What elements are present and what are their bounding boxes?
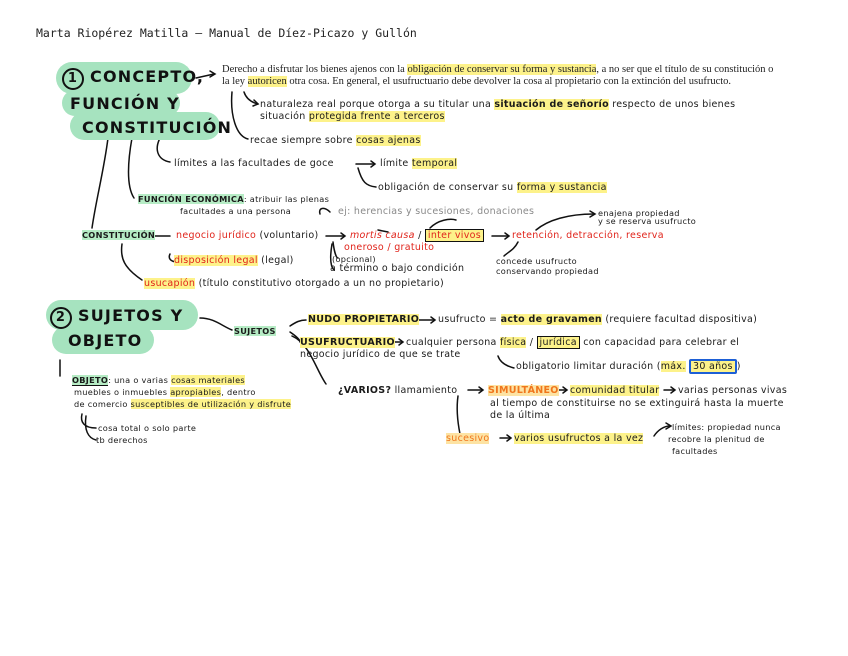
objeto-label: OBJETO bbox=[72, 375, 109, 385]
definition-line2: la ley autoricen otra cosa. En general, el usufructuario debe devolver la cosa al propietario con la extinción del usufructo. bbox=[222, 76, 732, 87]
limites-goce: límites a las facultades de goce bbox=[174, 158, 334, 169]
obligacion-conservar: obligación de conservar su forma y sustancia bbox=[378, 182, 607, 193]
varios-line2: al tiempo de constituirse no se extinguirá hasta la muerte bbox=[490, 398, 784, 409]
objeto-cosa-total: cosa total o solo parte bbox=[98, 423, 197, 433]
varios-line3: de la última bbox=[490, 410, 551, 421]
usufructuario-line2: negocio jurídico de que se trate bbox=[300, 349, 461, 360]
inter-vivos-box: inter vivos bbox=[425, 229, 484, 242]
usufructuario: USUFRUCTUARIO bbox=[300, 337, 395, 348]
mortis-inter: mortis causa / inter vivos bbox=[350, 230, 484, 241]
varios-llamamiento: ¿VARIOS? llamamiento bbox=[338, 385, 458, 396]
objeto-line2: muebles o inmuebles apropiables, dentro bbox=[74, 387, 256, 397]
ejemplo-text: ej: herencias y sucesiones, donaciones bbox=[338, 206, 535, 217]
section1-title-line2: FUNCIÓN Y bbox=[70, 94, 180, 113]
section2-number: 2 bbox=[50, 307, 72, 329]
concede-line1: concede usufructo bbox=[496, 256, 577, 266]
objeto-line3: de comercio susceptibles de utilización y disfrute bbox=[74, 399, 292, 409]
concede-line2: conservando propiedad bbox=[496, 266, 599, 276]
simultaneo: SIMULTÁNEO bbox=[488, 385, 559, 396]
limites-line2: recobre la plenitud de bbox=[668, 434, 765, 444]
objeto-derechos: tb derechos bbox=[96, 435, 148, 445]
comunidad-titular: comunidad titular bbox=[570, 385, 660, 396]
enajena-line2: y se reserva usufructo bbox=[598, 216, 697, 226]
naturaleza-line1: naturaleza real porque otorga a su titular una situación de señorío respecto de unos bienes bbox=[260, 99, 736, 110]
section1-title-line3: CONSTITUCIÓN bbox=[82, 118, 233, 137]
section1-number: 1 bbox=[62, 68, 84, 90]
funcion-economica-line2: facultades a una persona bbox=[180, 206, 292, 216]
document-header: Marta Riopérez Matilla – Manual de Díez-Picazo y Gullón bbox=[36, 26, 417, 40]
definition-highlight-2: autoricen bbox=[247, 76, 287, 87]
varias-personas-vivas: varias personas vivas bbox=[678, 385, 788, 396]
constitucion-label: CONSTITUCIÓN bbox=[82, 230, 156, 240]
termino-condicion: a término o bajo condición bbox=[330, 263, 465, 274]
sucesivo-detalle: varios usufructos a la vez bbox=[514, 433, 644, 444]
sucesivo: sucesivo bbox=[446, 433, 490, 444]
sujetos-label: SUJETOS bbox=[234, 326, 276, 336]
oneroso-gratuito: oneroso / gratuito bbox=[344, 242, 435, 253]
naturaleza-line2: situación protegida frente a terceros bbox=[260, 111, 445, 122]
funcion-economica-label: FUNCIÓN ECONÓMICA bbox=[138, 194, 244, 204]
section1-title-line1: 1 CONCEPTO, bbox=[62, 67, 204, 90]
30-anos-box: 30 años bbox=[689, 359, 737, 374]
section2-title-line1: 2 SUJETOS Y bbox=[50, 306, 183, 329]
nudo-detalle: usufructo = acto de gravamen (requiere facultad dispositiva) bbox=[438, 314, 758, 325]
usucapion: usucapión (título constitutivo otorgado a un no propietario) bbox=[144, 278, 445, 289]
nudo-propietario: NUDO PROPIETARIO bbox=[308, 314, 420, 325]
opcional-text: (opcional) bbox=[332, 254, 376, 264]
enajena-line1: enajena propiedad bbox=[598, 208, 680, 218]
limite-temporal: límite temporal bbox=[380, 158, 458, 169]
usufructuario-detalle: cualquier persona física / jurídica con capacidad para celebrar el bbox=[406, 337, 740, 348]
recae-text: recae siempre sobre cosas ajenas bbox=[250, 135, 421, 146]
section2-title-line2: OBJETO bbox=[68, 331, 143, 350]
disposicion-legal: disposición legal (legal) bbox=[174, 255, 294, 266]
negocio-juridico: negocio jurídico (voluntario) bbox=[176, 230, 319, 241]
funcion-economica-line1: FUNCIÓN ECONÓMICA: atribuir las plenas bbox=[138, 194, 330, 204]
juridica-box: jurídica bbox=[537, 336, 580, 349]
objeto-line1: OBJETO: una o varias cosas materiales bbox=[72, 375, 246, 385]
retencion-detraccion-reserva: retención, detracción, reserva bbox=[512, 230, 664, 241]
limites-line1: límites: propiedad nunca bbox=[672, 422, 781, 432]
definition-line1: Derecho a disfrutar los bienes ajenos con la obligación de conservar su forma y sustancia, a no ser que el título de su constitución o bbox=[222, 64, 774, 75]
definition-highlight-1: obligación de conservar su forma y sustancia bbox=[407, 64, 597, 75]
limites-line3: facultades bbox=[672, 446, 718, 456]
obligatorio-duracion: obligatorio limitar duración (máx. 30 años ) bbox=[516, 361, 741, 372]
